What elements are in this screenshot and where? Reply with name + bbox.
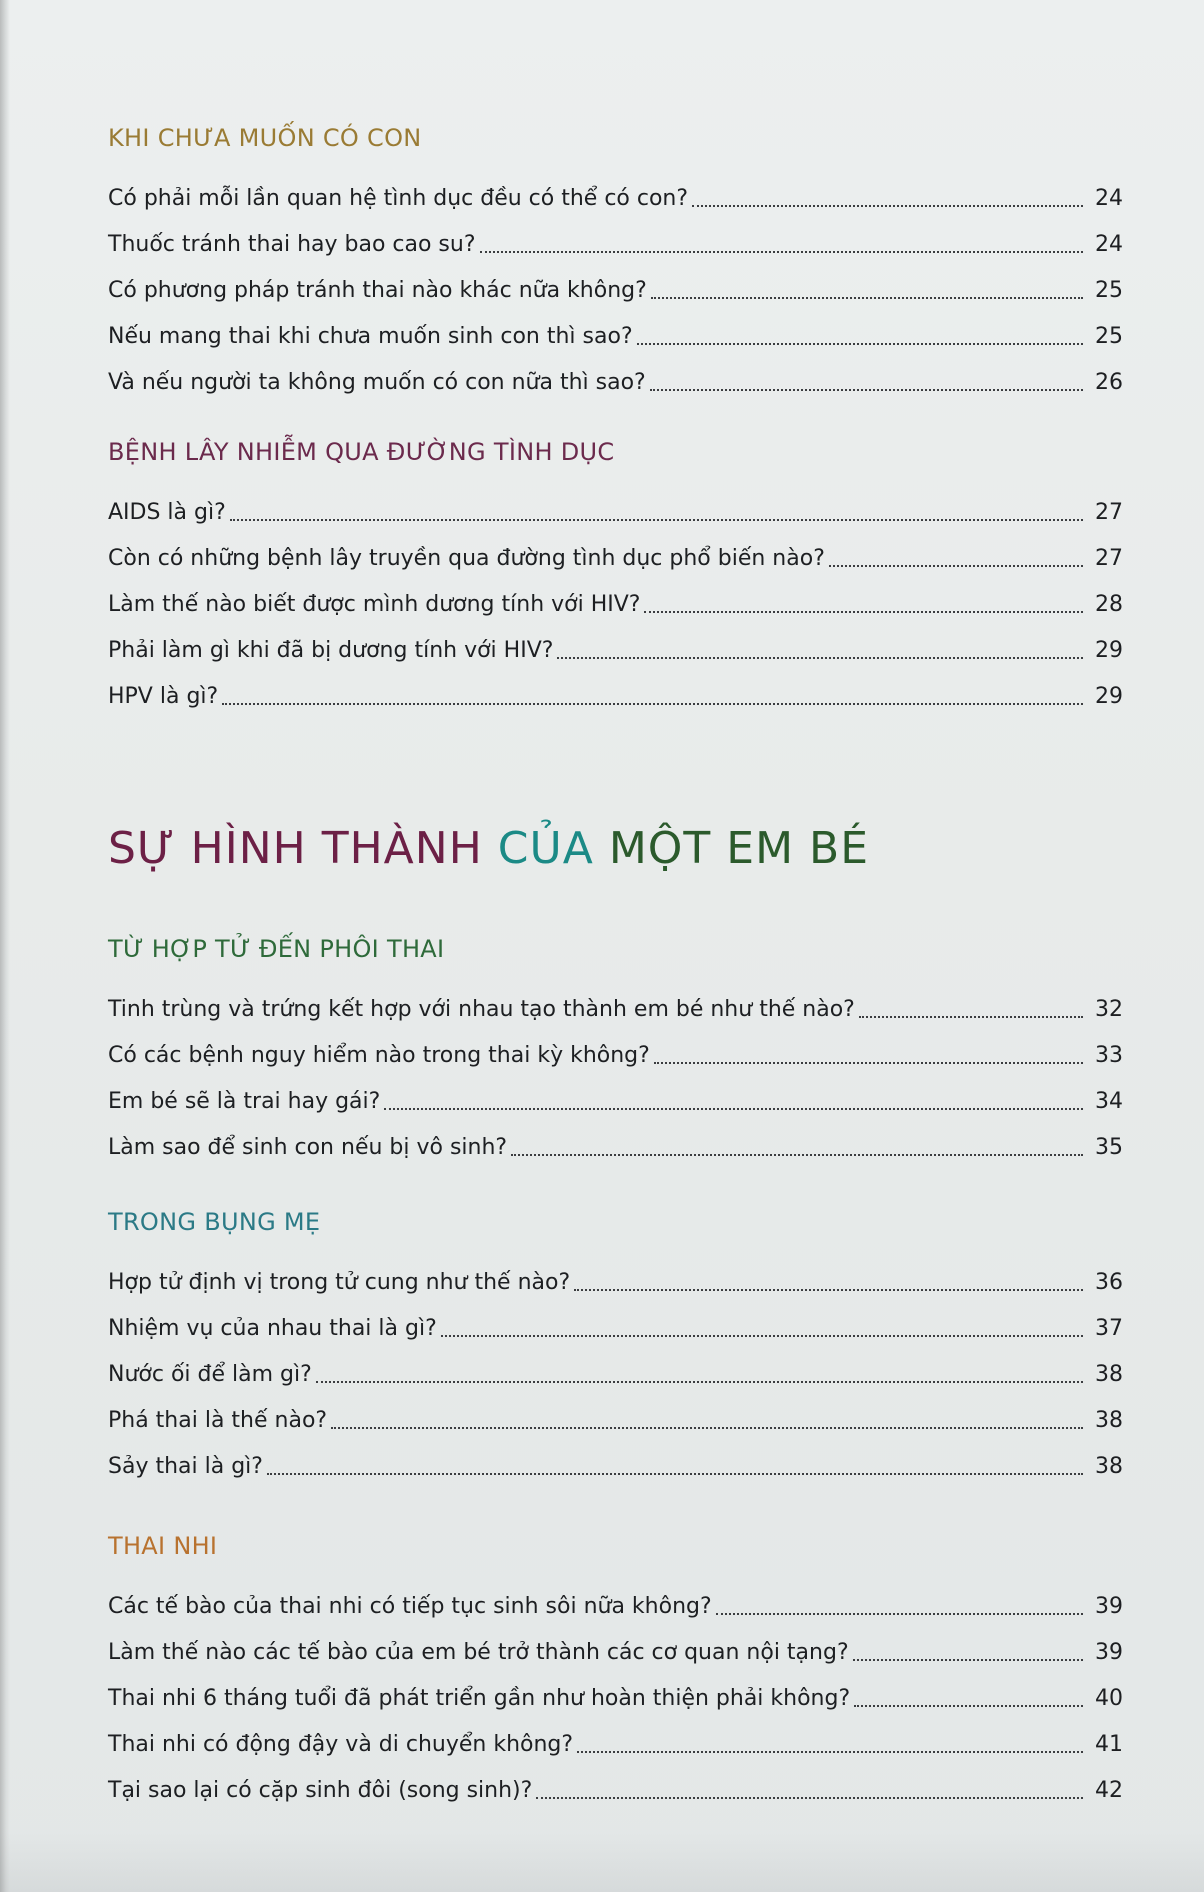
dot-leader [316, 1381, 1083, 1383]
toc-entry[interactable] [108, 1117, 1123, 1163]
page-number: 40 [1095, 1686, 1123, 1711]
entry-title: Có phương pháp tránh thai nào khác nữa không? [108, 278, 647, 303]
page-bottom-shadow [0, 1832, 1204, 1892]
page-number: 38 [1095, 1454, 1123, 1479]
entry-title: Thuốc tránh thai hay bao cao su? [108, 232, 476, 257]
page-binding-edge [0, 0, 10, 1892]
toc-entry[interactable] [108, 979, 1123, 1025]
dot-leader [854, 1705, 1083, 1707]
toc-entry[interactable] [108, 352, 1123, 398]
dot-leader [574, 1289, 1083, 1291]
page-number: 41 [1095, 1732, 1123, 1757]
page-number: 32 [1095, 997, 1123, 1022]
page-number: 38 [1095, 1408, 1123, 1433]
chapter-title-part-2: CỦA [497, 823, 594, 874]
toc-section-benh-lay-nhiem [108, 436, 1123, 712]
entry-title: Và nếu người ta không muốn có con nữa thì sao? [108, 370, 646, 395]
dot-leader [651, 297, 1083, 299]
page-number: 34 [1095, 1089, 1123, 1114]
dot-leader [480, 251, 1083, 253]
page-number: 36 [1095, 1270, 1123, 1295]
toc-entry[interactable] [108, 306, 1123, 352]
chapter-title-part-1: SỰ HÌNH THÀNH [108, 823, 483, 874]
dot-leader [577, 1751, 1083, 1753]
entry-title: Có các bệnh nguy hiểm nào trong thai kỳ không? [108, 1043, 650, 1068]
toc-entry[interactable] [108, 1668, 1123, 1714]
entry-title: Làm thế nào biết được mình dương tính với HIV? [108, 592, 641, 617]
toc-entry[interactable] [108, 1071, 1123, 1117]
entry-title: HPV là gì? [108, 684, 219, 709]
toc-entry[interactable] [108, 1436, 1123, 1482]
section-heading: THAI NHI [108, 1532, 218, 1560]
dot-leader [230, 519, 1083, 521]
toc-entry[interactable] [108, 1298, 1123, 1344]
section-heading: TRONG BỤNG MẸ [108, 1208, 321, 1236]
toc-entry[interactable] [108, 214, 1123, 260]
page-number: 27 [1095, 500, 1123, 525]
entry-title: Làm sao để sinh con nếu bị vô sinh? [108, 1135, 508, 1160]
section-heading: KHI CHƯA MUỐN CÓ CON [108, 124, 422, 152]
dot-leader [637, 343, 1083, 345]
page-number: 27 [1095, 546, 1123, 571]
dot-leader [859, 1016, 1083, 1018]
entry-title: Tại sao lại có cặp sinh đôi (song sinh)? [108, 1778, 533, 1803]
toc-entry[interactable] [108, 1760, 1123, 1806]
entry-title: Phải làm gì khi đã bị dương tính với HIV? [108, 638, 554, 663]
dot-leader [536, 1797, 1083, 1799]
entry-title: Có phải mỗi lần quan hệ tình dục đều có thể có con? [108, 186, 689, 211]
entry-title: AIDS là gì? [108, 500, 226, 525]
toc-entry[interactable] [108, 528, 1123, 574]
entry-title: Thai nhi có động đậy và di chuyển không? [108, 1732, 574, 1757]
entry-title: Còn có những bệnh lây truyền qua đường tình dục phổ biến nào? [108, 546, 825, 571]
entry-title: Phá thai là thế nào? [108, 1408, 328, 1433]
toc-entry[interactable] [108, 1390, 1123, 1436]
toc-section-khi-chua-muon-co-con [108, 122, 1123, 398]
toc-entry[interactable] [108, 168, 1123, 214]
dot-leader [222, 703, 1083, 705]
entry-title: Thai nhi 6 tháng tuổi đã phát triển gần như hoàn thiện phải không? [108, 1686, 851, 1711]
dot-leader [716, 1613, 1083, 1615]
page-number: 33 [1095, 1043, 1123, 1068]
section-heading: BỆNH LÂY NHIỄM QUA ĐƯỜNG TÌNH DỤC [108, 438, 615, 466]
toc-entry[interactable] [108, 1576, 1123, 1622]
toc-entry[interactable] [108, 1252, 1123, 1298]
toc-section-tu-hop-tu [108, 933, 1123, 1163]
page-number: 24 [1095, 186, 1123, 211]
page-number: 39 [1095, 1594, 1123, 1619]
entry-title: Nhiệm vụ của nhau thai là gì? [108, 1316, 437, 1341]
page-number: 26 [1095, 370, 1123, 395]
page-number: 38 [1095, 1362, 1123, 1387]
toc-entry[interactable] [108, 1622, 1123, 1668]
chapter-title [108, 823, 869, 874]
toc-entry[interactable] [108, 1344, 1123, 1390]
page-number: 42 [1095, 1778, 1123, 1803]
dot-leader [331, 1427, 1083, 1429]
entry-title: Hợp tử định vị trong tử cung như thế nào? [108, 1270, 571, 1295]
toc-section-thai-nhi [108, 1530, 1123, 1806]
dot-leader [267, 1473, 1083, 1475]
entry-title: Các tế bào của thai nhi có tiếp tục sinh sôi nữa không? [108, 1594, 712, 1619]
dot-leader [853, 1659, 1083, 1661]
page-number: 29 [1095, 684, 1123, 709]
entry-title: Nếu mang thai khi chưa muốn sinh con thì sao? [108, 324, 633, 349]
dot-leader [384, 1108, 1083, 1110]
toc-section-trong-bung-me [108, 1206, 1123, 1482]
page-number: 24 [1095, 232, 1123, 257]
chapter-title-part-3: MỘT EM BÉ [608, 823, 870, 874]
page-number: 25 [1095, 324, 1123, 349]
dot-leader [654, 1062, 1083, 1064]
dot-leader [441, 1335, 1083, 1337]
toc-entry[interactable] [108, 620, 1123, 666]
page-number: 37 [1095, 1316, 1123, 1341]
dot-leader [692, 205, 1083, 207]
entry-title: Em bé sẽ là trai hay gái? [108, 1089, 381, 1114]
page-number: 35 [1095, 1135, 1123, 1160]
page-number: 28 [1095, 592, 1123, 617]
dot-leader [511, 1154, 1083, 1156]
section-heading: TỪ HỢP TỬ ĐẾN PHÔI THAI [108, 935, 445, 963]
page-number: 25 [1095, 278, 1123, 303]
entry-title: Làm thế nào các tế bào của em bé trở thành các cơ quan nội tạng? [108, 1640, 849, 1665]
dot-leader [829, 565, 1083, 567]
dot-leader [650, 389, 1083, 391]
toc-entry[interactable] [108, 666, 1123, 712]
toc-entry[interactable] [108, 482, 1123, 528]
entry-title: Tinh trùng và trứng kết hợp với nhau tạo thành em bé như thế nào? [108, 997, 855, 1022]
toc-entry[interactable] [108, 574, 1123, 620]
page-number: 39 [1095, 1640, 1123, 1665]
entry-title: Nước ối để làm gì? [108, 1362, 312, 1387]
toc-entry[interactable] [108, 1714, 1123, 1760]
entry-title: Sảy thai là gì? [108, 1454, 263, 1479]
page-number: 29 [1095, 638, 1123, 663]
toc-entry[interactable] [108, 260, 1123, 306]
dot-leader [644, 611, 1083, 613]
toc-entry[interactable] [108, 1025, 1123, 1071]
dot-leader [557, 657, 1083, 659]
